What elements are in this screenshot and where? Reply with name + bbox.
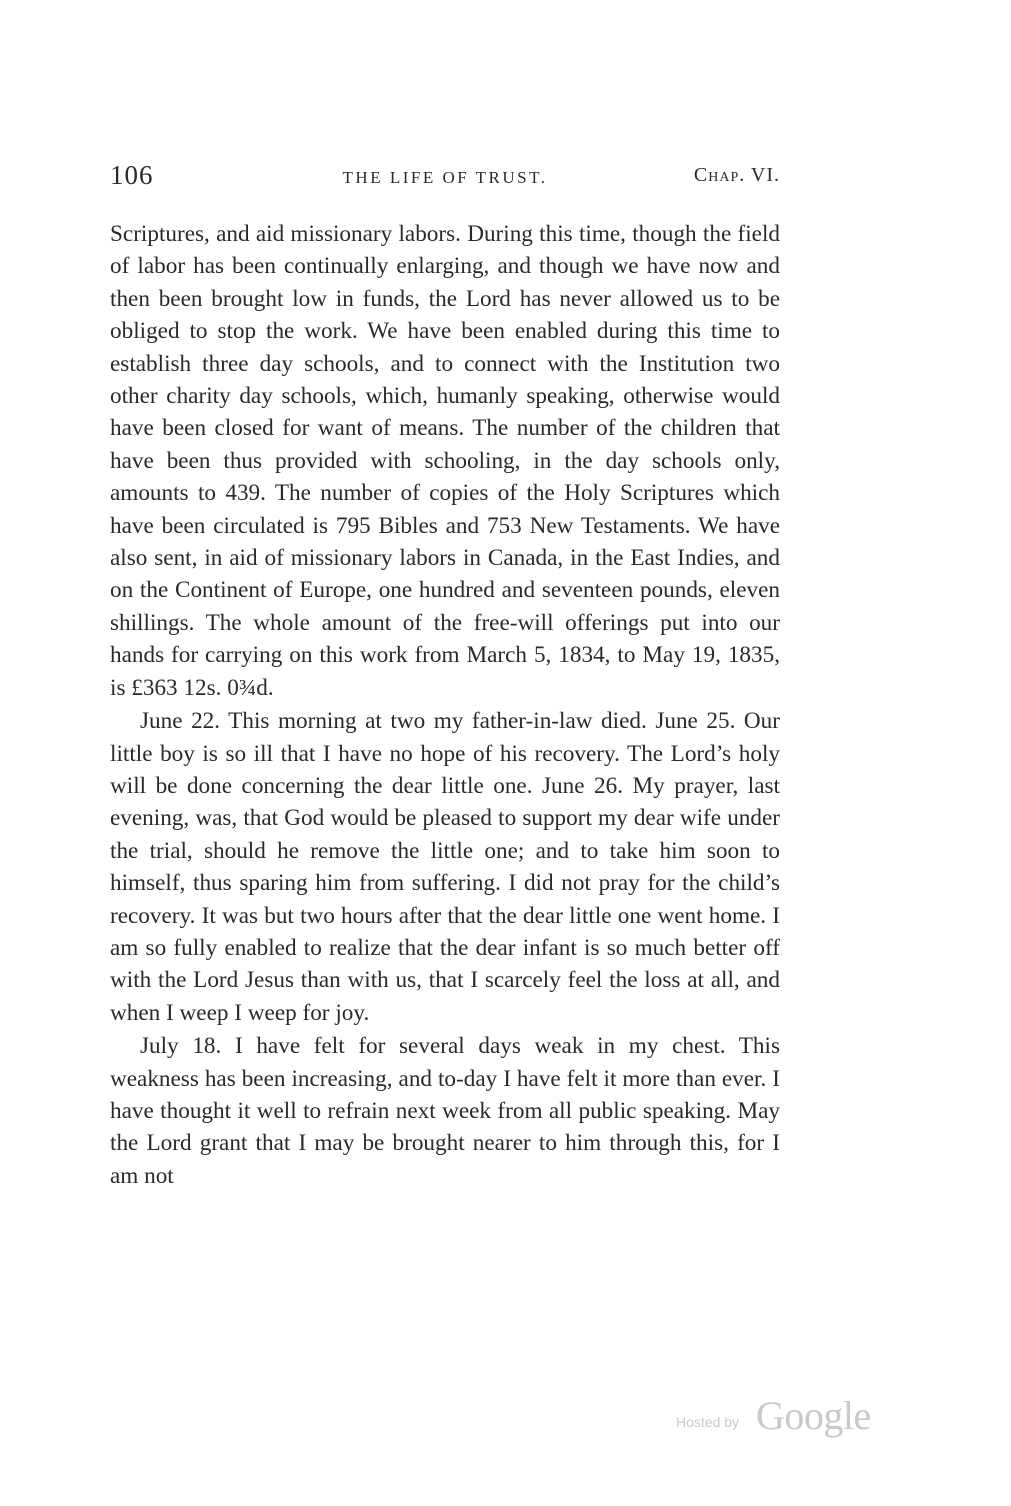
- paragraph-july: July 18. I have felt for several days weak in my chest. This weakness has been increasing, and to-day I have felt it more than ever. I have thought it well to refrain next week from all public speaking. May the Lord grant that I may be brought nearer to him through this, for I am not: [110, 1033, 780, 1189]
- hosted-by-watermark: [676, 1392, 886, 1442]
- google-logo: Google: [756, 1393, 871, 1438]
- page-header: [110, 160, 780, 194]
- hosted-by-label: Hosted by: [676, 1414, 740, 1430]
- paragraph-continuation: Scriptures, and aid missionary labors. During this time, though the field of labor has been continually enlarging, and though we have now and then been brought low in funds, the Lord has never allowed us to be obliged to stop the work. We have been enabled during this time to establish three day schools, and to connect with the Institution two other charity day schools, which, humanly speaking, otherwise would have been closed for want of means. The number of the children that have been thus provided with schooling, in the day schools only, amounts to 439. The number of copies of the Holy Scriptures which have been circulated is 795 Bibles and 753 New Testaments. We have also sent, in aid of missionary labors in Canada, in the East Indies, and on the Continent of Europe, one hundred and seventeen pounds, eleven shillings. The whole amount of the free-will offerings put into our hands for carrying on this work from March 5, 1834, to May 19, 1835, is £363 12s. 0¾d.: [110, 221, 780, 701]
- page-number: 106: [110, 160, 154, 190]
- page-body: [110, 218, 780, 1192]
- paragraph-june: June 22. This morning at two my father-in-law died. June 25. Our little boy is so ill that I have no hope of his recovery. The Lord’s holy will be done concerning the dear little one. June 26. My prayer, last evening, was, that God would be pleased to support my dear wife under the trial, should he remove the little one; and to take him soon to himself, thus sparing him from suffering. I did not pray for the child’s recovery. It was but two hours after that the dear little one went home. I am so fully enabled to realize that the dear infant is so much better off with the Lord Jesus than with us, that I scarcely feel the loss at all, and when I weep I weep for joy.: [110, 708, 780, 1026]
- running-title: THE LIFE OF TRUST.: [342, 168, 548, 187]
- chapter-label: Chap. VI.: [693, 164, 780, 186]
